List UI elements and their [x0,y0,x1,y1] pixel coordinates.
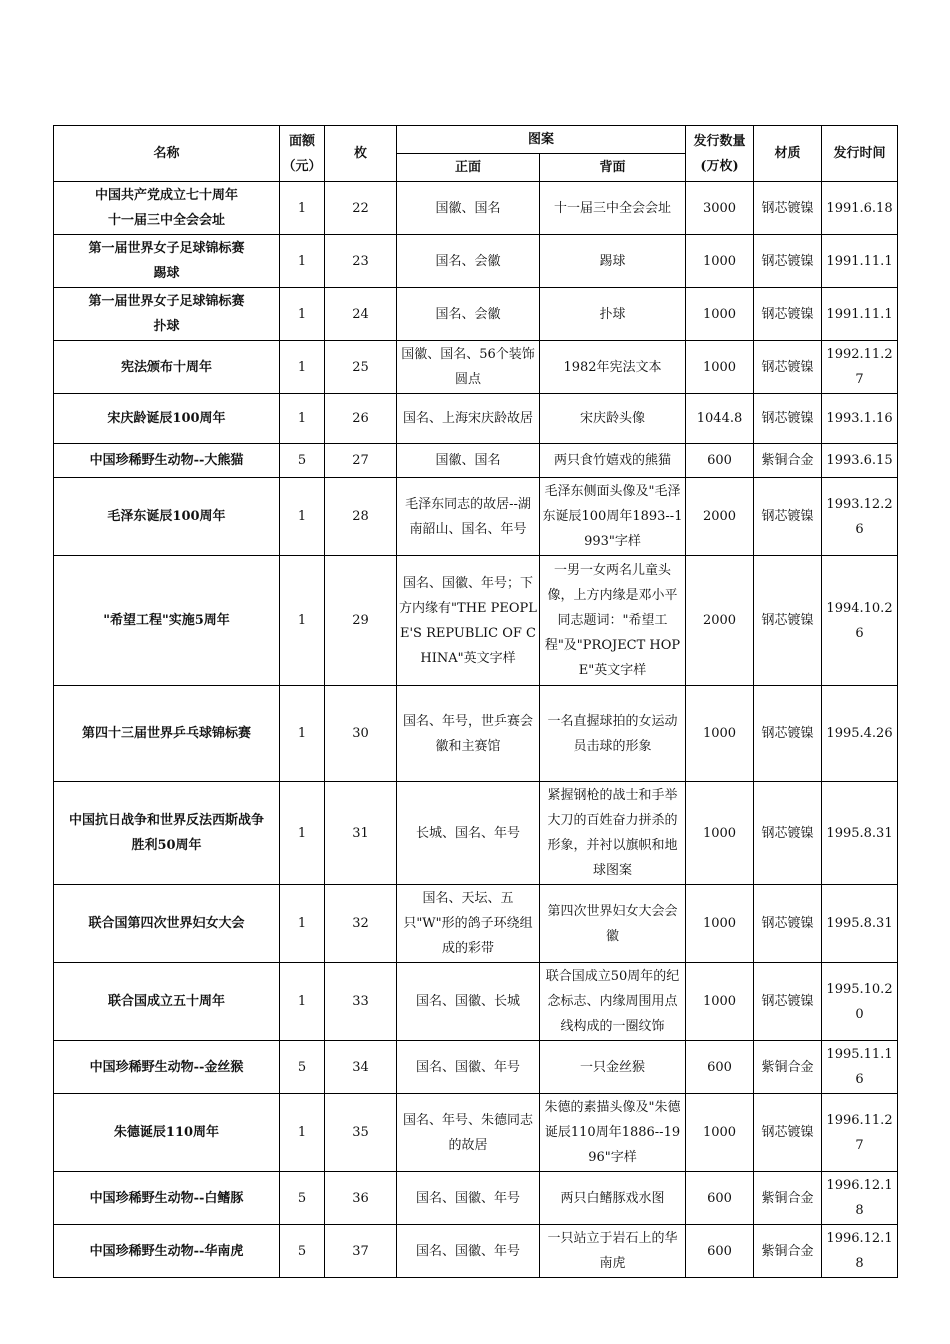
header-obverse: 正面 [397,154,540,182]
header-date: 发行时间 [822,126,898,182]
header-mintage-line2: (万枚) [700,158,739,174]
cell-name [54,444,280,478]
cell-date: 1996.11.27 [822,1094,898,1172]
cell-name [54,1041,280,1094]
cell-material: 钢芯镀镍 [754,235,822,288]
cell-name-line: 十一届三中全会会址 [107,213,225,228]
cell-mintage: 2000 [686,478,754,556]
cell-obverse: 国名、年号、朱德同志的故居 [397,1094,540,1172]
table-row [54,963,898,1041]
table-row [54,182,898,235]
table-body [54,182,898,1278]
header-denom-line2: （元） [282,158,322,174]
cell-name [54,686,280,782]
cell-name [54,963,280,1041]
table-row [54,556,898,686]
table-row [54,686,898,782]
cell-obverse: 国名、天坛、五只"W"形的鸽子环绕组成的彩带 [397,885,540,963]
cell-mintage: 600 [686,1041,754,1094]
cell-date: 1996.12.18 [822,1225,898,1278]
table-row [54,235,898,288]
cell-serial: 31 [325,782,397,885]
cell-obverse: 国徽、国名 [397,182,540,235]
cell-mintage: 1000 [686,288,754,341]
cell-date: 1995.4.26 [822,686,898,782]
cell-mintage: 3000 [686,182,754,235]
cell-reverse: 毛泽东侧面头像及"毛泽东诞辰100周年1893--1993"字样 [540,478,686,556]
table-row [54,394,898,444]
header-serial: 枚 [325,126,397,182]
cell-material: 钢芯镀镍 [754,288,822,341]
cell-obverse: 毛泽东同志的故居--湖南韶山、国名、年号 [397,478,540,556]
cell-denom: 1 [280,478,325,556]
cell-mintage: 1000 [686,782,754,885]
cell-material: 钢芯镀镍 [754,556,822,686]
cell-name-line: 中国抗日战争和世界反法西斯战争 [68,813,264,828]
cell-date: 1993.6.15 [822,444,898,478]
table-row [54,1172,898,1225]
cell-material: 钢芯镀镍 [754,182,822,235]
table-row [54,1041,898,1094]
cell-material: 钢芯镀镍 [754,478,822,556]
cell-name-line: 中国珍稀野生动物--大熊猫 [89,453,244,468]
header-mintage-line1: 发行数量 [693,133,746,149]
cell-serial: 33 [325,963,397,1041]
table-row [54,444,898,478]
cell-denom: 1 [280,235,325,288]
header-mintage [686,126,754,182]
cell-material: 紫铜合金 [754,1225,822,1278]
cell-denom: 5 [280,444,325,478]
cell-name [54,1172,280,1225]
cell-date: 1995.8.31 [822,782,898,885]
cell-denom: 1 [280,1094,325,1172]
cell-date: 1993.12.26 [822,478,898,556]
cell-denom: 1 [280,963,325,1041]
cell-name-line: 联合国成立五十周年 [107,994,225,1009]
cell-reverse: 一男一女两名儿童头像，上方内缘是邓小平同志题词："希望工程"及"PROJECT HOPE"英文字样 [540,556,686,686]
cell-material: 紫铜合金 [754,444,822,478]
cell-obverse: 长城、国名、年号 [397,782,540,885]
cell-reverse: 两只食竹嬉戏的熊猫 [540,444,686,478]
cell-obverse: 国名、上海宋庆龄故居 [397,394,540,444]
cell-denom: 1 [280,341,325,394]
cell-reverse: 一名直握球拍的女运动员击球的形象 [540,686,686,782]
cell-serial: 30 [325,686,397,782]
cell-name [54,235,280,288]
cell-date: 1991.6.18 [822,182,898,235]
cell-mintage: 1000 [686,235,754,288]
header-material: 材质 [754,126,822,182]
cell-date: 1992.11.27 [822,341,898,394]
cell-serial: 36 [325,1172,397,1225]
cell-obverse: 国名、会徽 [397,288,540,341]
cell-reverse: 朱德的素描头像及"朱德诞辰110周年1886--1996"字样 [540,1094,686,1172]
cell-serial: 22 [325,182,397,235]
cell-name-line: 中国珍稀野生动物--华南虎 [89,1243,244,1259]
cell-name-line: 胜利50周年 [131,838,202,853]
cell-name-line: 中国共产党成立七十周年 [94,188,238,203]
header-name: 名称 [54,126,280,182]
cell-denom: 1 [280,288,325,341]
cell-denom: 1 [280,556,325,686]
cell-name-line: "希望工程"实施5周年 [103,613,230,628]
cell-obverse: 国名、国徽、年号 [397,1172,540,1225]
cell-name [54,1094,280,1172]
table-row [54,885,898,963]
cell-obverse: 国徽、国名、56个装饰圆点 [397,341,540,394]
cell-material: 钢芯镀镍 [754,341,822,394]
header-design: 图案 [397,126,686,154]
cell-name-line: 第四十三届世界乒乓球锦标赛 [81,726,251,741]
cell-obverse: 国名、国徽、年号 [397,1225,540,1278]
table-row [54,341,898,394]
cell-reverse: 一只站立于岩石上的华南虎 [540,1225,686,1278]
cell-name [54,556,280,686]
cell-material: 紫铜合金 [754,1172,822,1225]
cell-name [54,478,280,556]
cell-material: 钢芯镀镍 [754,1094,822,1172]
cell-obverse: 国名、年号，世乒赛会徽和主赛馆 [397,686,540,782]
cell-date: 1993.1.16 [822,394,898,444]
cell-mintage: 1000 [686,963,754,1041]
cell-material: 紫铜合金 [754,1041,822,1094]
cell-name [54,885,280,963]
table-row [54,1225,898,1278]
cell-material: 钢芯镀镍 [754,394,822,444]
cell-name-line: 毛泽东诞辰100周年 [107,509,226,524]
cell-obverse: 国名、会徽 [397,235,540,288]
header-denomination [280,126,325,182]
cell-material: 钢芯镀镍 [754,686,822,782]
cell-reverse: 第四次世界妇女大会会徽 [540,885,686,963]
cell-name [54,341,280,394]
cell-serial: 29 [325,556,397,686]
cell-name [54,394,280,444]
cell-reverse: 宋庆龄头像 [540,394,686,444]
cell-date: 1991.11.1 [822,235,898,288]
cell-name [54,288,280,341]
cell-name-line: 中国珍稀野生动物--金丝猴 [89,1059,244,1075]
cell-denom: 1 [280,394,325,444]
cell-date: 1991.11.1 [822,288,898,341]
cell-serial: 25 [325,341,397,394]
cell-mintage: 1044.8 [686,394,754,444]
cell-serial: 24 [325,288,397,341]
table-row [54,288,898,341]
cell-name [54,182,280,235]
cell-denom: 5 [280,1225,325,1278]
cell-reverse: 1982年宪法文本 [540,341,686,394]
cell-name-line: 扑球 [153,319,180,334]
cell-name-line: 中国珍稀野生动物--白鳍豚 [89,1190,244,1206]
cell-obverse: 国名、国徽、年号；下方内缘有"THE PEOPLE'S REPUBLIC OF CHINA"英文字样 [397,556,540,686]
table-row [54,782,898,885]
cell-reverse: 两只白鳍豚戏水图 [540,1172,686,1225]
cell-obverse: 国名、国徽、长城 [397,963,540,1041]
cell-denom: 5 [280,1172,325,1225]
cell-denom: 1 [280,782,325,885]
cell-date: 1995.10.20 [822,963,898,1041]
cell-name [54,782,280,885]
cell-mintage: 1000 [686,341,754,394]
cell-serial: 26 [325,394,397,444]
cell-serial: 37 [325,1225,397,1278]
cell-mintage: 1000 [686,686,754,782]
cell-date: 1994.10.26 [822,556,898,686]
cell-reverse: 扑球 [540,288,686,341]
table-row [54,1094,898,1172]
cell-material: 钢芯镀镍 [754,782,822,885]
cell-date: 1996.12.18 [822,1172,898,1225]
table-row [54,478,898,556]
cell-reverse: 十一届三中全会会址 [540,182,686,235]
cell-name-line: 踢球 [153,266,180,281]
cell-reverse: 一只金丝猴 [540,1041,686,1094]
cell-denom: 1 [280,182,325,235]
cell-serial: 23 [325,235,397,288]
cell-reverse: 联合国成立50周年的纪念标志、内缘周围用点线构成的一圈纹饰 [540,963,686,1041]
cell-name-line: 朱德诞辰110周年 [113,1125,220,1140]
cell-name-line: 第一届世界女子足球锦标赛 [88,294,245,309]
cell-material: 钢芯镀镍 [754,963,822,1041]
cell-serial: 27 [325,444,397,478]
cell-serial: 35 [325,1094,397,1172]
cell-name-line: 宪法颁布十周年 [120,359,212,375]
cell-denom: 1 [280,885,325,963]
cell-serial: 28 [325,478,397,556]
cell-date: 1995.8.31 [822,885,898,963]
cell-reverse: 踢球 [540,235,686,288]
cell-mintage: 600 [686,1172,754,1225]
cell-mintage: 600 [686,444,754,478]
cell-obverse: 国徽、国名 [397,444,540,478]
cell-serial: 34 [325,1041,397,1094]
cell-obverse: 国名、国徽、年号 [397,1041,540,1094]
cell-reverse: 紧握钢枪的战士和手举大刀的百姓奋力拼杀的形象，并衬以旗帜和地球图案 [540,782,686,885]
cell-mintage: 600 [686,1225,754,1278]
cell-name-line: 宋庆龄诞辰100周年 [107,411,226,426]
cell-serial: 32 [325,885,397,963]
cell-material: 钢芯镀镍 [754,885,822,963]
cell-date: 1995.11.16 [822,1041,898,1094]
cell-denom: 1 [280,686,325,782]
cell-mintage: 1000 [686,885,754,963]
cell-mintage: 2000 [686,556,754,686]
cell-mintage: 1000 [686,1094,754,1172]
cell-name-line: 第一届世界女子足球锦标赛 [88,241,245,256]
header-denom-line1: 面额 [288,133,315,149]
coin-table [53,125,898,1278]
header-reverse: 背面 [540,154,686,182]
cell-name [54,1225,280,1278]
cell-denom: 5 [280,1041,325,1094]
cell-name-line: 联合国第四次世界妇女大会 [88,916,245,931]
